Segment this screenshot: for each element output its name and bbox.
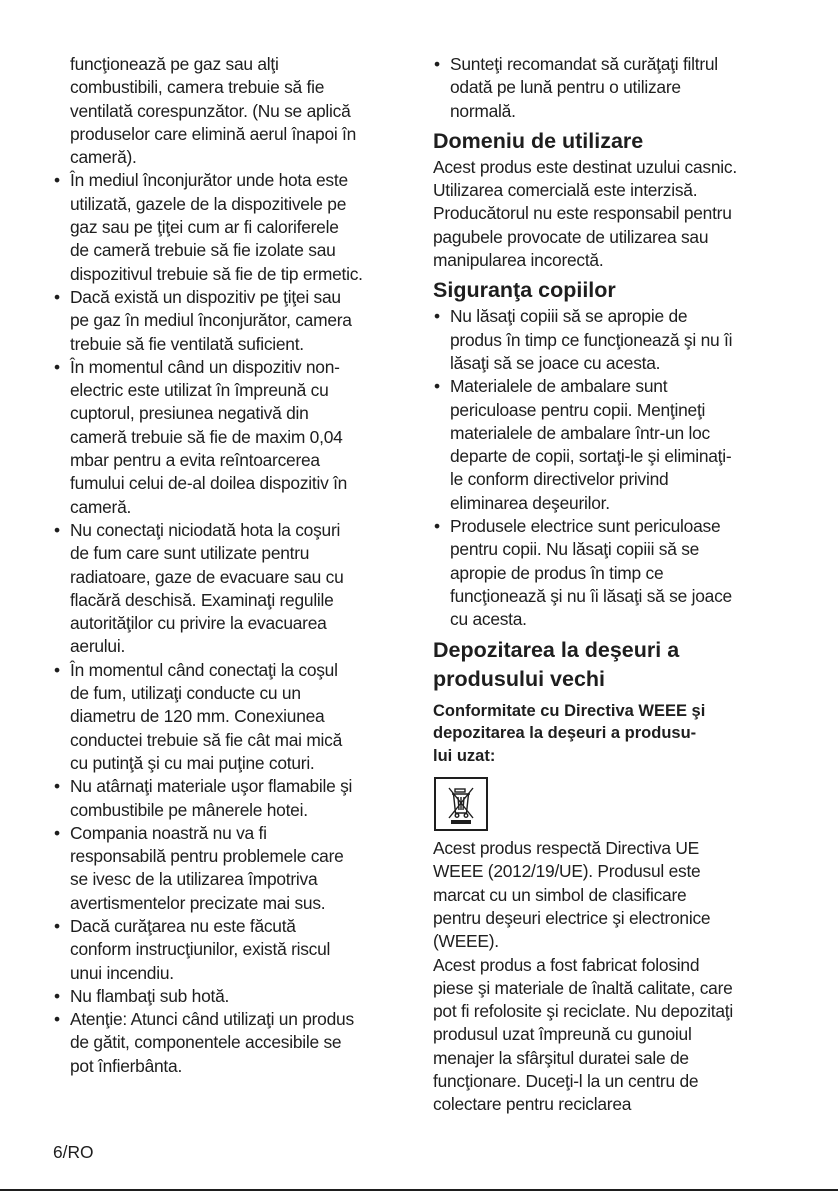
- bullet-text-line: de cameră trebuie să fie izolate sau: [70, 240, 336, 261]
- bullet-text-line: Materialele de ambalare sunt: [450, 376, 668, 397]
- bullet-text-line: fumului celui de-al doilea dispozitiv în: [70, 473, 348, 494]
- weee-paragraph-2: [433, 954, 793, 1117]
- bullet-text-line: Nu atârnaţi materiale uşor flamabile şi: [70, 776, 353, 797]
- left-column: [53, 53, 415, 1078]
- bullet-text-line: eliminarea deşeurilor.: [450, 492, 610, 513]
- bullet-text-line: normală.: [450, 100, 516, 121]
- text-line: Acest produs a fost fabricat folosind: [433, 954, 700, 975]
- section-heading-siguranta: Siguranţa copiilor: [433, 278, 616, 303]
- right-column: [433, 53, 793, 1117]
- text-line: manipularea incorectă.: [433, 250, 604, 271]
- filter-bullet-list: [433, 53, 793, 123]
- bullet-text-line: combustibile pe mânerele hotei.: [70, 799, 308, 820]
- bullet-text-line: flacără deschisă. Examinaţi regulile: [70, 589, 334, 610]
- bullet-dot: •: [54, 356, 60, 377]
- bullet-text-line: aerului.: [70, 636, 126, 657]
- bullet-text-line: Nu flambaţi sub hotă.: [70, 985, 230, 1006]
- bullet-text-line: odată pe lună pentru o utilizare: [450, 77, 681, 98]
- text-line: funcţionează pe gaz sau alţi: [70, 54, 279, 74]
- bullet-dot: •: [54, 659, 60, 680]
- bullet-text-line: de fum care sunt utilizate pentru: [70, 543, 310, 564]
- bullet-item: [433, 53, 793, 123]
- bullet-text-line: Sunteţi recomandat să curăţaţi filtrul: [450, 54, 718, 74]
- text-line: cameră).: [70, 147, 137, 168]
- bullet-text-line: pot înfierbânta.: [70, 1055, 183, 1076]
- bullet-dot: •: [434, 376, 440, 397]
- text-line: ventilată corespunzător. (Nu se aplică: [70, 100, 351, 121]
- bullet-text-line: gaz sau pe ţiţei cum ar fi caloriferele: [70, 217, 339, 238]
- text-line: produselor care elimină aerul înapoi în: [70, 123, 357, 144]
- section-heading-domeniu: Domeniu de utilizare: [433, 128, 644, 153]
- bullet-text-line: utilizată, gazele de la dispozitivele pe: [70, 193, 347, 214]
- bullet-text-line: unui incendiu.: [70, 962, 174, 983]
- bullet-text-line: Nu conectaţi niciodată hota la coşuri: [70, 519, 341, 540]
- bullet-text-line: radiatoare, gaze de evacuare sau cu: [70, 566, 344, 587]
- bullet-text-line: În mediul înconjurător unde hota este: [70, 170, 348, 191]
- bullet-item: [53, 1008, 415, 1078]
- text-line: pagubele provocate de utilizarea sau: [433, 226, 709, 247]
- text-line: Utilizarea comercială este interzisă.: [433, 180, 698, 201]
- bullet-text-line: electric este utilizat în împreună cu: [70, 380, 329, 401]
- bullet-text-line: de gătit, componentele accesibile se: [70, 1032, 342, 1053]
- bullet-text-line: pe gaz în mediul înconjurător, camera: [70, 310, 352, 331]
- bullet-item: [53, 169, 415, 285]
- bullet-text-line: de fum, utilizaţi conducte cu un: [70, 683, 301, 704]
- bullet-text-line: Dacă există un dispozitiv pe ţiţei sau: [70, 286, 341, 307]
- text-line: combustibili, camera trebuie să fie: [70, 77, 325, 98]
- weee-paragraph-1: [433, 837, 793, 953]
- text-line: produsul uzat împreună cu gunoiul: [433, 1024, 692, 1045]
- text-line: marcat cu un simbol de clasificare: [433, 884, 687, 905]
- bullet-text-line: apropie de produs în timp ce: [450, 562, 664, 583]
- bullet-text-line: cameră trebuie să fie de maxim 0,04: [70, 426, 343, 447]
- weee-bin-icon: [434, 777, 488, 831]
- bullet-text-line: Dacă curăţarea nu este făcută: [70, 915, 296, 936]
- bullet-item: [53, 775, 415, 822]
- bullet-text-line: trebuie să fie ventilată suficient.: [70, 333, 304, 354]
- bullet-text-line: responsabilă pentru problemele care: [70, 846, 344, 867]
- bullet-dot: •: [54, 286, 60, 307]
- text-line: Acest produs respectă Directiva UE: [433, 838, 699, 859]
- text-line: Conformitate cu Directiva WEEE şi: [433, 701, 706, 720]
- bullet-dot: •: [54, 519, 60, 540]
- page-number: 6/RO: [53, 1142, 94, 1162]
- bullet-dot: •: [54, 985, 60, 1006]
- bullet-text-line: cu acesta.: [450, 609, 527, 630]
- text-line: produsului vechi: [433, 666, 606, 691]
- bullet-text-line: diametru de 120 mm. Conexiunea: [70, 706, 325, 727]
- bullet-text-line: conductei trebuie să fie cât mai mică: [70, 729, 343, 750]
- bullet-item: [433, 305, 793, 375]
- bullet-text-line: funcţionează şi nu îi lăsaţi să se joace: [450, 585, 732, 606]
- bullet-item: [53, 659, 415, 775]
- text-line: pentru deşeuri electrice şi electronice: [433, 907, 711, 928]
- text-line: WEEE (2012/19/UE). Produsul este: [433, 861, 701, 882]
- text-line: Producătorul nu este responsabil pentru: [433, 203, 732, 224]
- bullet-dot: •: [54, 915, 60, 936]
- bullet-text-line: lăsaţi să se joace cu acesta.: [450, 352, 661, 373]
- text-line: (WEEE).: [433, 931, 499, 952]
- section-heading-depozitarea: [433, 636, 793, 694]
- bullet-item: [53, 822, 415, 915]
- bullet-item: [53, 985, 415, 1008]
- bullet-text-line: mbar pentru a evita reîntoarcerea: [70, 450, 320, 471]
- bullet-item: [53, 356, 415, 519]
- bullet-dot: •: [54, 776, 60, 797]
- bullet-dot: •: [54, 822, 60, 843]
- bullet-dot: •: [434, 306, 440, 327]
- bullet-text-line: dispozitivul trebuie să fie de tip ermetic.: [70, 263, 363, 284]
- bullet-item: [433, 375, 793, 515]
- bullet-text-line: cameră.: [70, 496, 132, 517]
- text-line: funcţionare. Duceţi-l la un centru de: [433, 1071, 699, 1091]
- safety-bullet-list: [53, 169, 415, 1078]
- bullet-text-line: le conform directivelor privind: [450, 469, 669, 490]
- text-line: menajer la sfârşitul duratei sale de: [433, 1047, 689, 1068]
- bullet-text-line: cuptorul, presiunea negativă din: [70, 403, 309, 424]
- bullet-text-line: produs în timp ce funcţionează şi nu îi: [450, 329, 733, 350]
- bullet-text-line: Atenţie: Atunci când utilizaţi un produs: [70, 1009, 354, 1030]
- bullet-text-line: În momentul când un dispozitiv non-: [70, 356, 340, 377]
- bullet-dot: •: [54, 170, 60, 191]
- bullet-item: [53, 915, 415, 985]
- text-line: depozitarea la deşeuri a produsu-: [433, 724, 697, 743]
- text-line: piese şi materiale de înaltă calitate, care: [433, 977, 733, 998]
- bullet-dot: •: [434, 54, 440, 74]
- bullet-text-line: avertismentelor precizate mai sus.: [70, 892, 326, 913]
- bullet-item: [53, 519, 415, 659]
- bullet-text-line: se ivesc de la utilizarea împotriva: [70, 869, 318, 890]
- bullet-text-line: Compania noastră nu va fi: [70, 822, 267, 843]
- text-line: Acest produs este destinat uzului casnic.: [433, 156, 737, 177]
- bullet-text-line: departe de copii, sortaţi-le şi eliminaţi-: [450, 446, 732, 467]
- bullet-text-line: conform instrucţiunilor, există riscul: [70, 939, 331, 960]
- bullet-dot: •: [54, 1009, 60, 1030]
- bullet-text-line: În momentul când conectaţi la coşul: [70, 659, 338, 680]
- bullet-text-line: Produsele electrice sunt periculoase: [450, 516, 721, 537]
- bullet-text-line: cu putinţă şi cu mai puţine coturi.: [70, 752, 315, 773]
- text-line: lui uzat:: [433, 746, 496, 765]
- bullet-text-line: autorităţilor cu privire la evacuarea: [70, 613, 327, 634]
- bullet-item: [53, 286, 415, 356]
- bullet-text-line: Nu lăsaţi copiii să se apropie de: [450, 306, 688, 327]
- weee-subheading: [433, 700, 793, 768]
- bullet-text-line: periculoase pentru copii. Menţineţi: [450, 399, 706, 420]
- bullet-text-line: pentru copii. Nu lăsaţi copiii să se: [450, 539, 700, 560]
- intro-paragraph: [53, 53, 415, 169]
- text-line: pot fi refolosite şi reciclate. Nu depozitaţi: [433, 1001, 733, 1022]
- domeniu-paragraph: [433, 156, 793, 272]
- siguranta-bullet-list: [433, 305, 793, 631]
- text-line: Depozitarea la deşeuri a: [433, 637, 680, 662]
- text-line: colectare pentru reciclarea: [433, 1094, 632, 1115]
- bullet-item: [433, 515, 793, 631]
- bullet-text-line: materialele de ambalare într-un loc: [450, 422, 710, 443]
- crossed-bin-icon: [439, 782, 483, 826]
- bullet-dot: •: [434, 516, 440, 537]
